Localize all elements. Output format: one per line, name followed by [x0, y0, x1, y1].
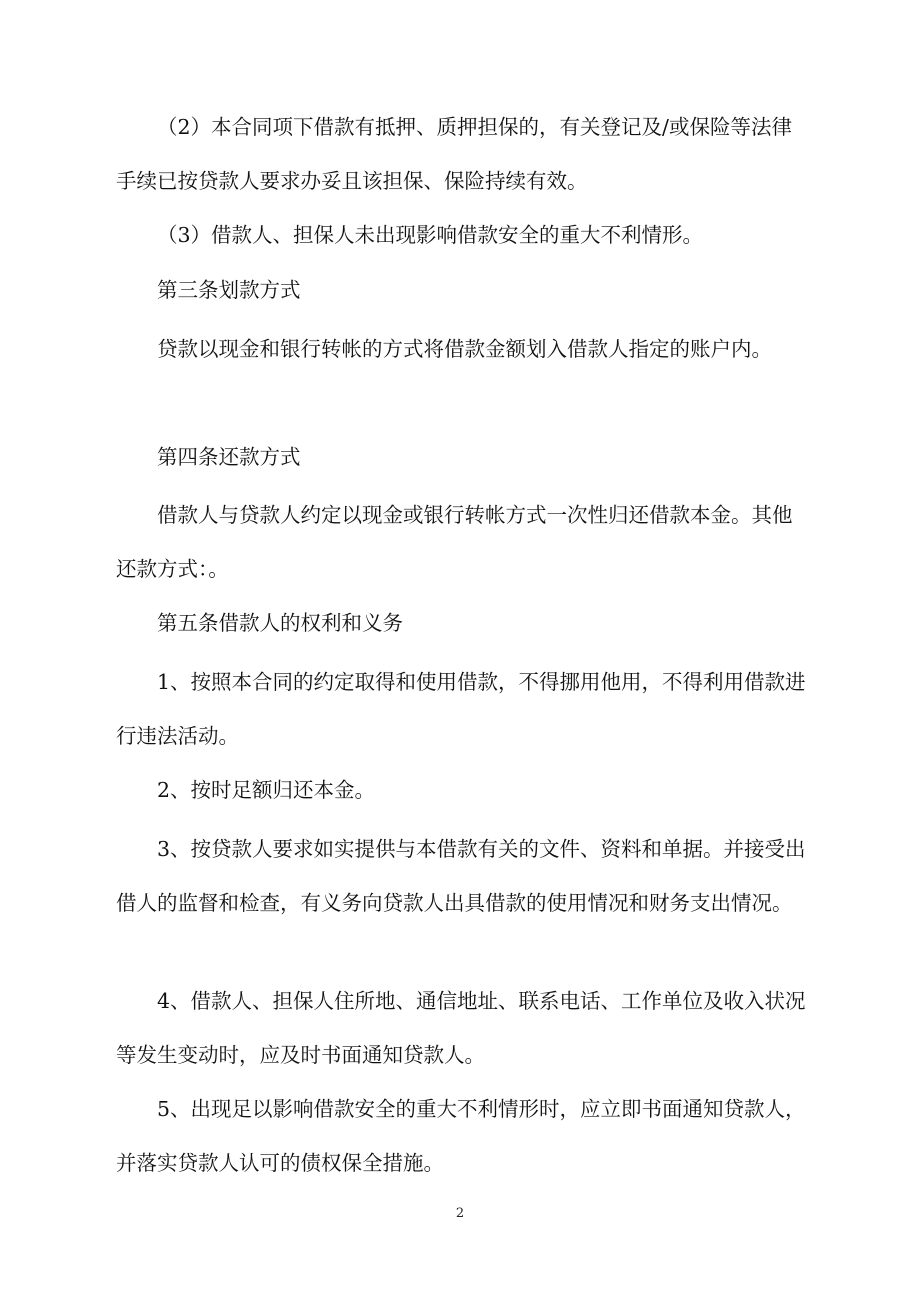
paragraph-item-5: 5、出现足以影响借款安全的重大不利情形时，应立即书面通知贷款人，并落实贷款人认可的债权保全措施。: [116, 1097, 806, 1175]
paragraph-item-4: 4、借款人、担保人住所地、通信地址、联系电话、工作单位及收入状况等发生变动时，应及时书面通知贷款人。: [116, 989, 806, 1067]
page-number: 2: [455, 1206, 465, 1221]
heading-article-3: 第三条划款方式: [157, 278, 301, 302]
paragraph-item-2: 2、按时足额归还本金。: [157, 778, 376, 802]
heading-article-4: 第四条还款方式: [157, 445, 301, 469]
paragraph-guarantee-registration: （2）本合同项下借款有抵押、质押担保的，有关登记及/或保险等法律手续已按贷款人要求办妥且该担保、保险持续有效。: [116, 115, 792, 193]
paragraph-repayment-method: 借款人与贷款人约定以现金或银行转帐方式一次性归还借款本金。其他还款方式：。: [116, 503, 793, 581]
heading-article-5: 第五条借款人的权利和义务: [157, 611, 403, 635]
paragraph-disbursement-method: 贷款以现金和银行转帐的方式将借款金额划入借款人指定的账户内。: [157, 337, 772, 361]
paragraph-no-adverse-situation: （3）借款人、担保人未出现影响借款安全的重大不利情形。: [157, 223, 704, 247]
paragraph-item-1: 1、按照本合同的约定取得和使用借款，不得挪用他用，不得利用借款进行违法活动。: [116, 670, 806, 748]
paragraph-item-3: 3、按贷款人要求如实提供与本借款有关的文件、资料和单据。并接受出借人的监督和检查，有义务向贷款人出具借款的使用情况和财务支出情况。: [116, 837, 806, 915]
